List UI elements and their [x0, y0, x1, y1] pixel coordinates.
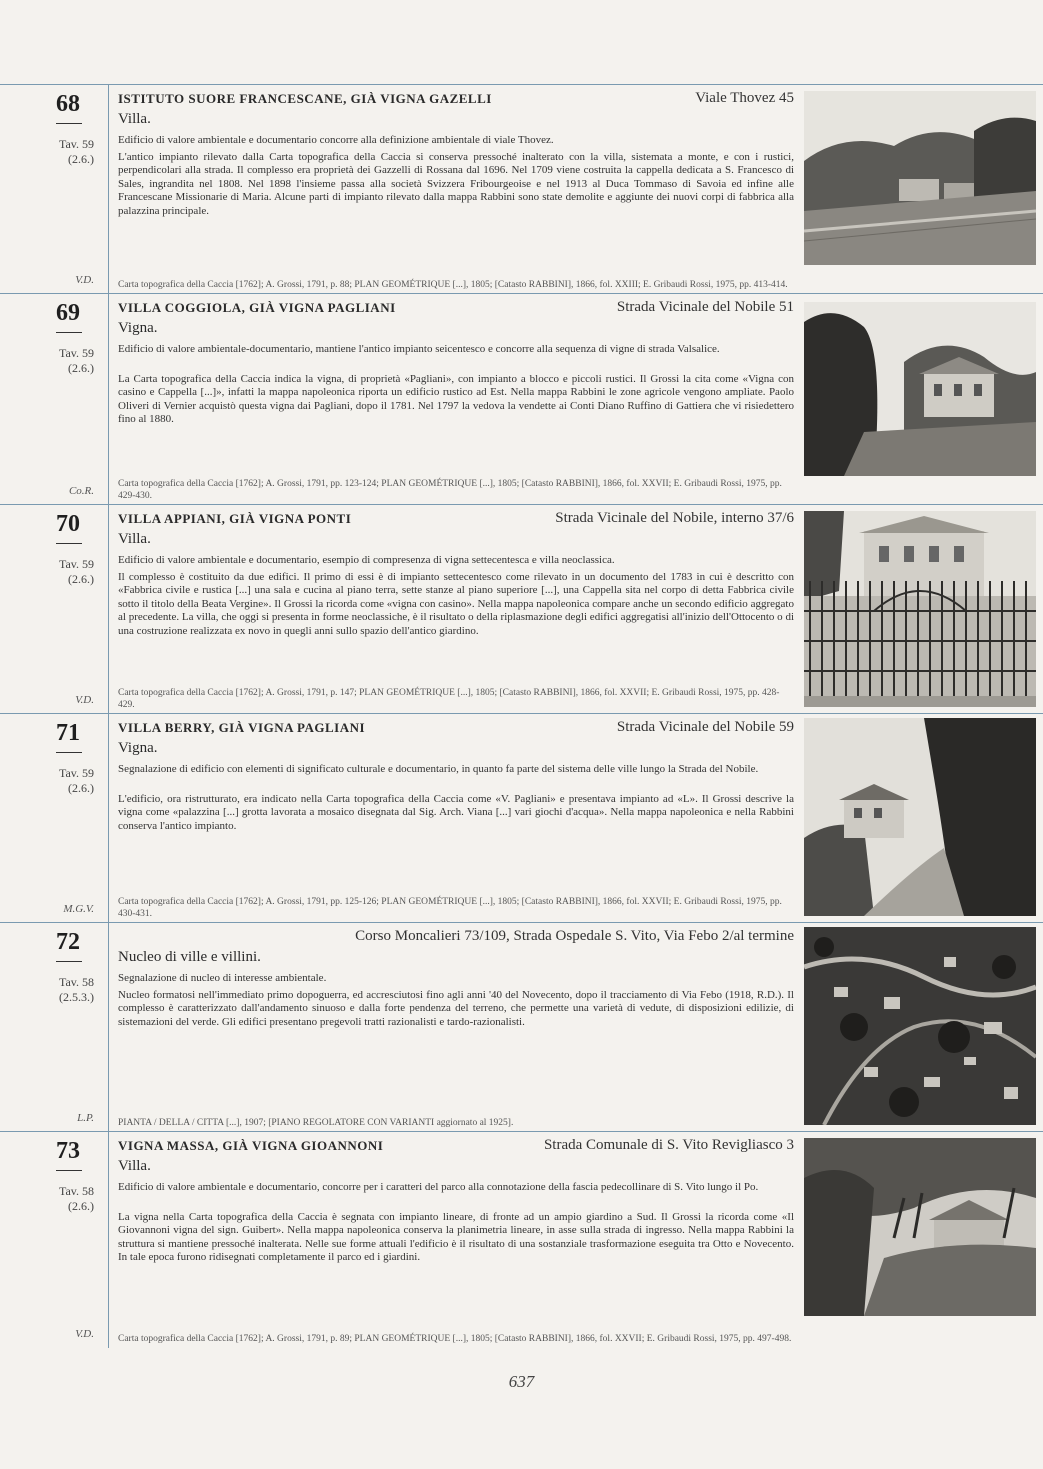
entry-number-column [0, 505, 109, 714]
entry-number-column [0, 294, 109, 505]
entry-type: Nucleo di ville e villini. [118, 949, 261, 965]
entry-address: Strada Comunale di S. Vito Revigliasco 3 [543, 1137, 794, 1153]
plate-number: Tav. 58 [58, 975, 94, 989]
entry-title: ISTITUTO SUORE FRANCESCANE, GIÀ VIGNA GAZELLI [118, 91, 492, 106]
plate-reference [59, 1184, 94, 1214]
entry-body: Nucleo formatosi nell'immediato primo dopoguerra, ed accresciutosi fino agli anni '40 del Novecento, dopo il tracciamento di Via Febo (1918, R.D.). Il complesso è caratterizzato dall'andamento sinuoso e dalla forte pendenza del terreno, che permette una varietà di vedute, di disposizioni edilizie, di sistemazioni del verde. Gli edifici presentano pregevoli tratti razionalisti e tardo-razionalisti. [118, 989, 794, 1028]
entry-number: 73 [56, 1138, 80, 1164]
entry-type: Villa. [118, 531, 151, 547]
plate-reference [59, 346, 94, 376]
author-initials: M.G.V. [63, 903, 94, 915]
plate-number: Tav. 59 [58, 137, 94, 151]
section-number: (2.5.3.) [59, 990, 94, 1004]
entry-73 [0, 1131, 1043, 1348]
entry-text [118, 505, 794, 714]
entry-body: La Carta topografica della Caccia indica la vigna, di proprietà «Pagliani», con impianto a blocco e piccoli rustici. Il Grossi la cita come «Vigna con casino e Cappella [...]», infatti la mappa napoleonica riporta un edificio rustico ad Est. Nella mappa Rabbini le zone agricole vengono ampliate. Paolo Oliveri di Vernier acquistò questa vigna dai Pagliani, dopo il 1781. Nel 1797 la vedova la vendette ai Conti Diano Ruffino di Gattiera che vi risiedettero fino al 1880. [118, 373, 794, 426]
entry-address: Corso Moncalieri 73/109, Strada Ospedale S. Vito, Via Febo 2/al termine [355, 928, 794, 944]
entry-type: Vigna. [118, 740, 158, 756]
entry-lead: Edificio di valore ambientale e documentario, esempio di compresenza di vigna settecentesca e villa neoclassica. [118, 554, 615, 566]
photo-aerial-72 [804, 927, 1036, 1125]
entry-references: PIANTA / DELLA / CITTA [...], 1907; [PIANO REGOLATORE CON VARIANTI aggiornato al 1925]. [118, 1118, 514, 1128]
entry-number: 70 [56, 511, 80, 537]
entry-number: 71 [56, 720, 80, 746]
section-number: (2.6.) [68, 152, 94, 166]
entry-address: Strada Vicinale del Nobile 51 [616, 299, 794, 315]
entry-number-column [0, 714, 109, 923]
entry-type: Villa. [118, 1158, 151, 1174]
entry-address: Viale Thovez 45 [695, 90, 794, 106]
plate-reference [59, 557, 94, 587]
entry-heading [118, 300, 794, 318]
entry-heading [118, 1138, 794, 1156]
entry-70 [0, 504, 1043, 714]
plate-number: Tav. 59 [58, 766, 94, 780]
entry-heading [118, 91, 794, 109]
number-underline [56, 961, 82, 962]
author-initials: Co.R. [68, 485, 94, 497]
number-underline [56, 332, 82, 333]
entry-text [118, 923, 794, 1132]
entry-references: Carta topografica della Caccia [1762]; A. Grossi, 1791, pp. 125-126; PLAN GEOMÉTRIQUE [...], 1805; [Catasto RABBINI], 1866, fol. XXVII; E. Gribaudi Rossi, 1975, pp. 430-431. [118, 897, 782, 919]
entry-number-column [0, 1132, 109, 1348]
entry-number: 69 [56, 300, 80, 326]
entry-references: Carta topografica della Caccia [1762]; A. Grossi, 1791, pp. 123-124; PLAN GEOMÉTRIQUE [...], 1805; [Catasto RABBINI], 1866, fol. XXVII; E. Gribaudi Rossi, 1975, pp. 429-430. [118, 479, 782, 501]
plate-reference [59, 975, 94, 1005]
entry-number: 68 [56, 91, 80, 117]
entry-69 [0, 293, 1043, 505]
entry-lead: Segnalazione di nucleo di interesse ambientale. [118, 972, 327, 984]
photo-villa-73 [804, 1138, 1036, 1316]
entry-68 [0, 84, 1043, 294]
entry-references: Carta topografica della Caccia [1762]; A. Grossi, 1791, p. 88; PLAN GEOMÉTRIQUE [...], 1805; [Catasto RABBINI], 1866, fol. XXIII; E. Gribaudi Rossi, 1975, pp. 413-414. [118, 280, 788, 290]
section-number: (2.6.) [68, 361, 94, 375]
entry-text [118, 85, 794, 294]
entry-heading [118, 720, 794, 738]
section-number: (2.6.) [68, 781, 94, 795]
entry-text [118, 714, 794, 923]
entry-number-column [0, 923, 109, 1132]
entry-body: La vigna nella Carta topografica della Caccia è segnata con impianto lineare, di fronte ad un ampio giardino a Sud. Il Grossi la ricorda come «Il Giovannoni vigna del sign. Guibert». Nella mappa napoleonica conserva la planimetria lineare, in asse sulla strada di ingresso. Nella mappa Rabbini la struttura si mantiene pressoché inalterata. Nelle sue forme attuali l'edificio è il risultato di una sostanziale trasformazione eseguita tra Otto e Novecento. In tale epoca furono ridisegnati completamente il parco ed i giardini. [118, 1211, 794, 1264]
plate-number: Tav. 59 [58, 346, 94, 360]
author-initials: V.D. [75, 274, 94, 286]
entry-heading [118, 511, 794, 529]
section-number: (2.6.) [68, 572, 94, 586]
page-number: 637 [508, 1372, 535, 1391]
entry-address: Strada Vicinale del Nobile, interno 37/6 [555, 510, 794, 526]
entry-references: Carta topografica della Caccia [1762]; A. Grossi, 1791, p. 147; PLAN GEOMÉTRIQUE [...], 1805; [Catasto RABBINI], 1866, fol. XXVII; E. Gribaudi Rossi, 1975, pp. 428-429. [118, 688, 780, 710]
entry-body: Il complesso è costituito da due edifici. Il primo di essi è di impianto settecentesco come rilevato in un documento del 1783 in cui è descritto con «Fabbrica civile e rustica [...] una sala e cucina al piano terra, sette stanze al piano superiore [...], una Cappella sita nel corpo di detta Fabbrica civile sotto il titolo della Beata Vergine». Il Grossi la ricorda come «vigna con casino». Nella mappa napoleonica compare anche un secondo edificio aggregato al precedente. La villa, che oggi si presenta in forme neoclassiche, è il risultato o della riplasmazione degli edifici aggregatisi all'inizio dell'Ottocento o di una costruzione realizzata ex novo in quegli anni sullo spazio dell'antico giardino. [118, 571, 794, 637]
plate-number: Tav. 59 [58, 557, 94, 571]
plate-reference [59, 766, 94, 796]
entry-text [118, 294, 794, 505]
entry-body: L'edificio, ora ristrutturato, era indicato nella Carta topografica della Caccia come «V. Pagliani» e presentava impianto ad «L». Il Grossi descrive la vigna come «palazzina [...] grotta lavorata a mosaico disegnata dal Sig. Arch. Viana [...] vari giochi d'acqua». Nella mappa napoleonica e nella Rabbini conserva l'antico impianto. [118, 793, 794, 832]
entry-lead: Edificio di valore ambientale-documentario, mantiene l'antico impianto seicentesco e concorre alla sequenza di vigne di strada Valsalice. [118, 343, 720, 355]
entry-heading [118, 929, 794, 947]
entry-body: L'antico impianto rilevato dalla Carta topografica della Caccia si conserva pressoché inalterato con la villa, sistemata a monte, e con i rustici, perpendicolari alla strada. Il complesso era proprietà dei Gazzelli di Rossana dal 1696. Nel 1709 viene costruita la cappella dedicata a S. Francesco di Sales, ingrandita nel 1808. Nel 1898 l'insieme passa alla società Svizzera Fribourgeoise e nel 1913 al Duca Tommaso di Savoia ed infine alle Francescane Missionarie di Maria. Alcune parti di impianto rilevato dalla mappa Rabbini sono state demolite e aggiunte dei nuovi corpi di fabbrica alla palazzina principale. [118, 151, 794, 217]
entry-title: VILLA BERRY, GIÀ VIGNA PAGLIANI [118, 720, 366, 735]
number-underline [56, 752, 82, 753]
entry-references: Carta topografica della Caccia [1762]; A. Grossi, 1791, p. 89; PLAN GEOMÉTRIQUE [...], 1805; [Catasto RABBINI], 1866, fol. XXVII; E. Gribaudi Rossi, 1975, pp. 497-498. [118, 1334, 792, 1344]
photo-villa-69 [804, 302, 1036, 476]
entry-text [118, 1132, 794, 1348]
entry-71 [0, 713, 1043, 923]
section-number: (2.6.) [68, 1199, 94, 1213]
author-initials: L.P. [77, 1112, 94, 1124]
plate-reference [59, 137, 94, 167]
entry-number: 72 [56, 929, 80, 955]
author-initials: V.D. [75, 1328, 94, 1340]
entry-lead: Segnalazione di edificio con elementi di significato culturale e documentario, in quanto fa parte del sistema delle ville lungo la Strada del Nobile. [118, 763, 759, 775]
entry-title: VILLA COGGIOLA, GIÀ VIGNA PAGLIANI [118, 300, 396, 315]
photo-villa-68 [804, 91, 1036, 265]
entry-lead: Edificio di valore ambientale e documentario, concorre per i caratteri del parco alla connotazione della fascia pedecollinare di S. Vito lungo il Po. [118, 1181, 759, 1193]
entry-address: Strada Vicinale del Nobile 59 [616, 719, 794, 735]
entry-type: Vigna. [118, 320, 158, 336]
entry-number-column [0, 85, 109, 294]
plate-number: Tav. 58 [58, 1184, 94, 1198]
entry-type: Villa. [118, 111, 151, 127]
number-underline [56, 543, 82, 544]
entry-title: VILLA APPIANI, GIÀ VIGNA PONTI [118, 511, 352, 526]
author-initials: V.D. [75, 694, 94, 706]
photo-villa-70 [804, 511, 1036, 707]
number-underline [56, 123, 82, 124]
entry-72 [0, 922, 1043, 1132]
entry-lead: Edificio di valore ambientale e documentario concorre alla definizione ambientale di viale Thovez. [118, 134, 554, 146]
photo-villa-71 [804, 718, 1036, 916]
number-underline [56, 1170, 82, 1171]
entry-title: VIGNA MASSA, GIÀ VIGNA GIOANNONI [118, 1138, 384, 1153]
